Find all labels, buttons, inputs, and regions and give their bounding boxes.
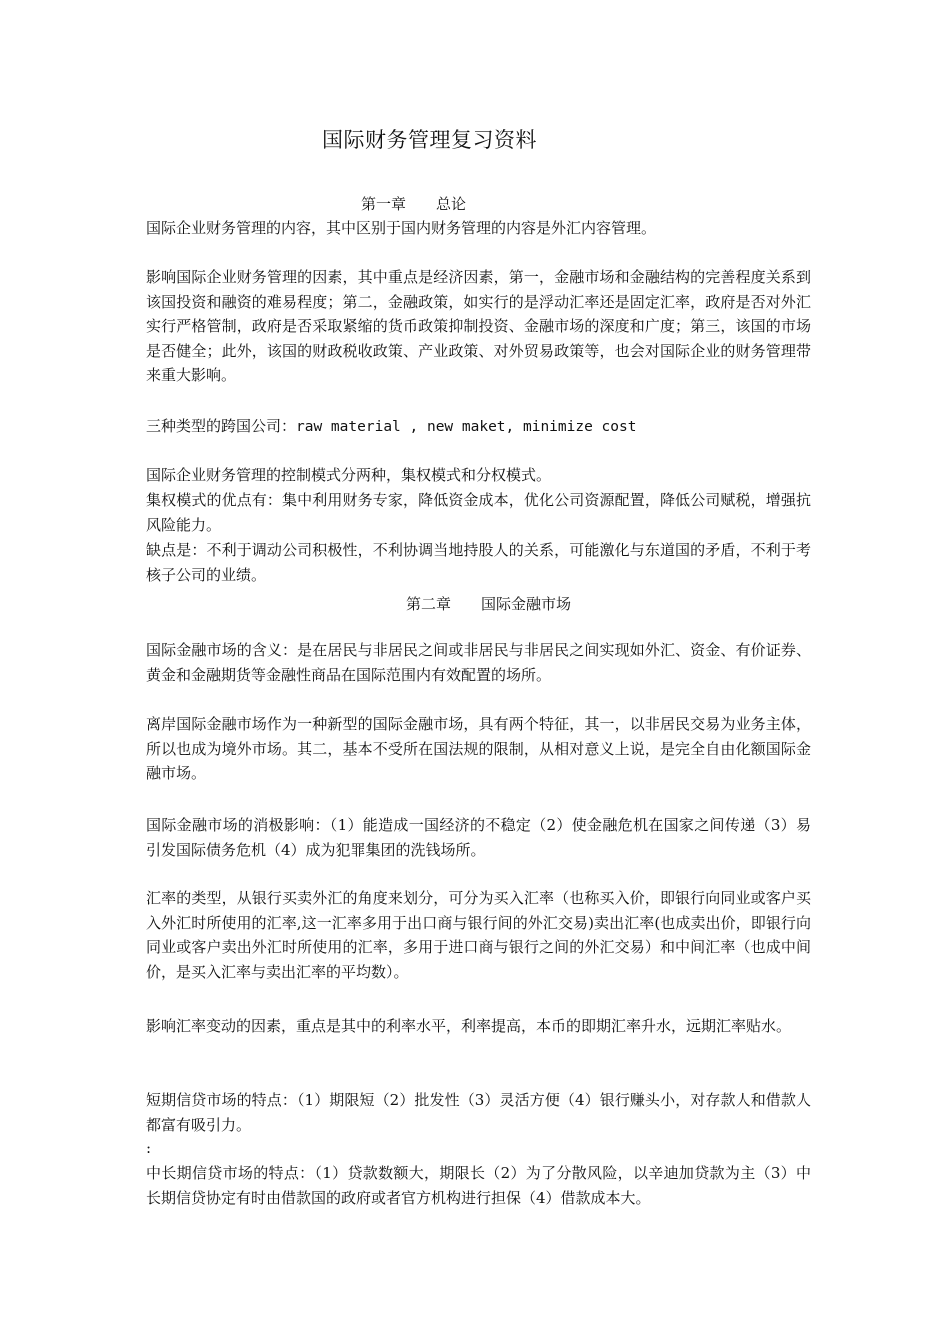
paragraph-control-modes: 国际企业财务管理的控制模式分两种，集权模式和分权模式。 bbox=[146, 466, 552, 484]
document-title: 国际财务管理复习资料 bbox=[322, 128, 537, 152]
stray-colon-mark: : bbox=[146, 1139, 152, 1157]
paragraph-influence-factors: 影响国际企业财务管理的因素，其中重点是经济因素，第一，金融市场和金融结构的完善程度关系到该国投资和融资的难易程度；第二，金融政策，如实行的是浮动汇率还是固定汇率，政府是否对外汇实行严格管制，政府是否采取紧缩的货币政策抑制投资、金融市场的深度和广度；第三，该国的市场是否健全；此外，该国的财政税收政策、产业政策、对外贸易政策等，也会对国际企业的财务管理带来重大影响。 bbox=[146, 268, 811, 384]
paragraph-centralized-disadvantages: 缺点是：不利于调动公司积极性，不利协调当地持股人的关系，可能激化与东道国的矛盾，不利于考核子公司的业绩。 bbox=[146, 541, 811, 584]
chapter-2-heading bbox=[406, 593, 571, 614]
paragraph-market-definition: 国际金融市场的含义：是在居民与非居民之间或非居民与非居民之间实现如外汇、资金、有价证券、黄金和金融期货等金融性商品在国际范围内有效配置的场所。 bbox=[146, 641, 811, 684]
paragraph-exchange-rate-factors: 影响汇率变动的因素，重点是其中的利率水平，利率提高，本币的即期汇率升水，远期汇率贴水。 bbox=[146, 1017, 792, 1035]
paragraph-long-term-credit: 中长期信贷市场的特点：（1）贷款数额大，期限长（2）为了分散风险，以辛迪加贷款为主（3）中长期信贷协定有时由借款国的政府或者官方机构进行担保（4）借款成本大。 bbox=[146, 1164, 811, 1207]
chapter-2-number: 第二章 bbox=[406, 595, 452, 613]
mnc-types-terms: raw material , new maket, minimize cost bbox=[296, 419, 637, 435]
chapter-1-name: 总论 bbox=[436, 195, 467, 213]
chapter-2-name: 国际金融市场 bbox=[481, 595, 572, 613]
paragraph-mnc-types bbox=[146, 414, 811, 440]
paragraph-centralized-advantages: 集权模式的优点有：集中利用财务专家，降低资金成本，优化公司资源配置，降低公司赋税，增强抗风险能力。 bbox=[146, 491, 811, 534]
paragraph-fx-management: 国际企业财务管理的内容，其中区别于国内财务管理的内容是外汇内容管理。 bbox=[146, 219, 657, 237]
chapter-1-heading bbox=[361, 193, 466, 214]
chapter-1-number: 第一章 bbox=[361, 195, 407, 213]
paragraph-short-term-credit: 短期信贷市场的特点：（1）期限短（2）批发性（3）灵活方便（4）银行赚头小，对存款人和借款人都富有吸引力。 bbox=[146, 1091, 811, 1134]
paragraph-exchange-rate-types: 汇率的类型，从银行买卖外汇的角度来划分，可分为买入汇率（也称买入价，即银行向同业或客户买入外汇时所使用的汇率,这一汇率多用于出口商与银行间的外汇交易)卖出汇率(也成卖出价，即银行向同业或客户卖出外汇时所使用的汇率，多用于进口商与银行之间的外汇交易）和中间汇率（也成中间价，是买入汇率与卖出汇率的平均数）。 bbox=[146, 889, 811, 981]
paragraph-offshore-market: 离岸国际金融市场作为一种新型的国际金融市场，具有两个特征，其一，以非居民交易为业务主体，所以也成为境外市场。其二，基本不受所在国法规的限制，从相对意义上说，是完全自由化额国际金融市场。 bbox=[146, 715, 811, 782]
paragraph-negative-effects: 国际金融市场的消极影响：（1）能造成一国经济的不稳定（2）使金融危机在国家之间传递（3）易引发国际债务危机（4）成为犯罪集团的洗钱场所。 bbox=[146, 816, 811, 859]
mnc-types-label: 三种类型的跨国公司： bbox=[146, 417, 297, 435]
